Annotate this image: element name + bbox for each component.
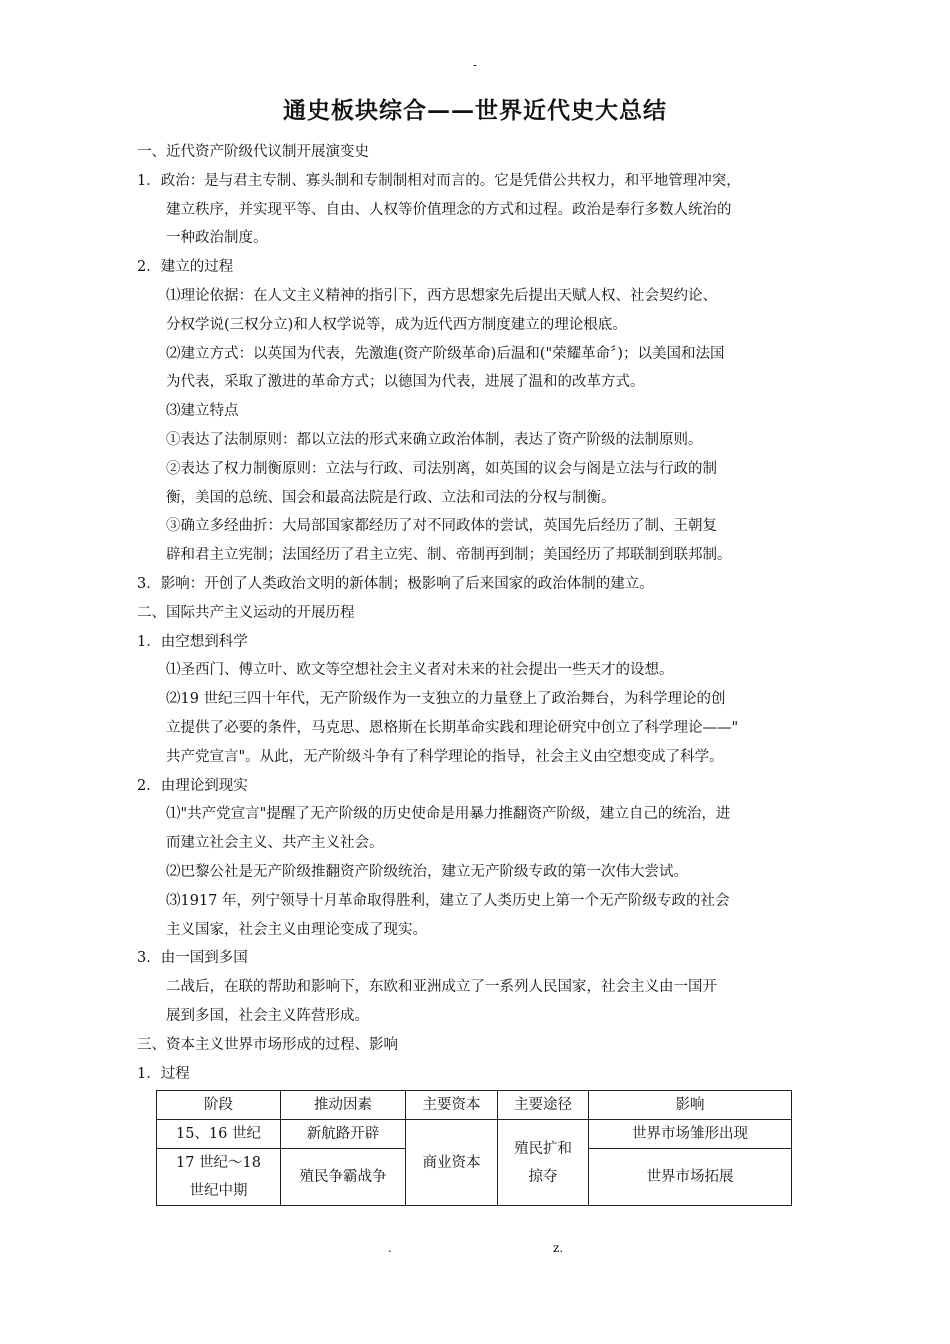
text-line: ⑶建立特点: [166, 403, 239, 420]
text-line: 1．由空想到科学: [137, 633, 248, 650]
text-line: 1．政治：是与君主专制、寡头制和专制制相对而言的。它是凭借公共权力，和平地管理冲突，: [137, 172, 741, 189]
text-line: 2．由理论到现实: [137, 777, 248, 794]
stage-cell: 17 世纪～18 世纪中期: [157, 1149, 281, 1206]
text-line: 3．由一国到多国: [137, 950, 248, 967]
text-line: ⑴圣西门、傅立叶、欧文等空想社会主义者对未来的社会提出一些天才的设想。: [166, 662, 674, 679]
market-stage-table: [156, 1090, 792, 1206]
table-header-cell: 主要途径: [498, 1091, 589, 1120]
text-line: 1．过程: [137, 1065, 190, 1082]
footer-right-mark: z.: [553, 1241, 564, 1255]
capital-cell: 商业资本: [406, 1120, 498, 1206]
text-line: ③确立多经曲折：大局部国家都经历了对不同政体的尝试，英国先后经历了制、王朝复: [166, 518, 717, 535]
text-line: 分权学说(三权分立)和人权学说等，成为近代西方制度建立的理论根底。: [166, 316, 627, 333]
table-header-cell: 影响: [589, 1091, 792, 1120]
table-header-cell: 主要资本: [406, 1091, 498, 1120]
text-line: 建立秩序，并实现平等、自由、人权等价值理念的方式和过程。政治是奉行多数人统治的: [166, 201, 732, 218]
text-line: ②表达了权力制衡原则：立法与行政、司法别离，如英国的议会与阁是立法与行政的制: [166, 460, 717, 477]
text-line: 2．建立的过程: [137, 259, 234, 276]
text-line: 辟和君主立宪制；法国经历了君主立宪、制、帝制再到制；美国经历了邦联制到联邦制。: [166, 547, 732, 564]
page-title: 通史板块综合——世界近代史大总结: [283, 97, 667, 124]
header-mark: -: [472, 58, 478, 72]
text-line: 主义国家，社会主义由理论变成了现实。: [166, 921, 427, 938]
text-line: ①表达了法制原则：都以立法的形式来确立政治体制，表达了资产阶级的法制原则。: [166, 431, 703, 448]
text-line: 一、近代资产阶级代议制开展演变史: [137, 144, 369, 160]
text-line: ⑵巴黎公社是无产阶级推翻资产阶级统治，建立无产阶级专政的第一次伟大尝试。: [166, 863, 688, 880]
impact-cell: 世界市场拓展: [589, 1149, 792, 1206]
impact-cell: 世界市场雏形出现: [589, 1120, 792, 1149]
text-line: 一种政治制度。: [166, 230, 268, 247]
text-lines: [137, 138, 827, 1088]
table-header-row: [157, 1091, 792, 1120]
driver-cell: 殖民争霸战争: [281, 1149, 406, 1206]
text-line: ⑴"共产党宣言"提醒了无产阶级的历史使命是用暴力推翻资产阶级，建立自己的统治，进: [166, 806, 731, 823]
text-line: 3．影响：开创了人类政治文明的新体制；极影响了后来国家的政治体制的建立。: [137, 575, 654, 592]
table-header-cell: 推动因素: [281, 1091, 406, 1120]
text-line: 共产党宣言"。从此，无产阶级斗争有了科学理论的指导，社会主义由空想变成了科学。: [166, 748, 724, 765]
driver-cell: 新航路开辟: [281, 1120, 406, 1149]
route-cell: 殖民扩和掠夺: [498, 1120, 589, 1206]
text-line: 衡，美国的总统、国会和最高法院是行政、立法和司法的分权与制衡。: [166, 489, 616, 506]
stage-cell: 15、16 世纪: [157, 1120, 281, 1149]
table-row: [157, 1120, 792, 1149]
text-line: 三、资本主义世界市场形成的过程、影响: [137, 1036, 398, 1053]
text-line: ⑵19 世纪三四十年代，无产阶级作为一支独立的力量登上了政治舞台，为科学理论的创: [166, 691, 726, 708]
table-header-cell: 阶段: [157, 1091, 281, 1120]
text-line: ⑶1917 年，列宁领导十月革命取得胜利，建立了人类历史上第一个无产阶级专政的社会: [166, 892, 730, 909]
text-line: ⑵建立方式：以英国为代表，先激進(资产阶级革命)后温和("荣耀革命〞)；以美国和法国: [166, 345, 725, 362]
text-line: 而建立社会主义、共产主义社会。: [166, 835, 384, 852]
text-line: 二、国际共产主义运动的开展历程: [137, 604, 355, 621]
text-line: ⑴理论依据：在人文主义精神的指引下，西方思想家先后提出天赋人权、社会契约论、: [166, 287, 717, 304]
text-line: 立提供了必要的条件，马克思、恩格斯在长期革命实践和理论研究中创立了科学理论——": [166, 719, 739, 736]
text-line: 为代表，采取了激进的革命方式；以德国为代表，进展了温和的改革方式。: [166, 374, 645, 391]
text-line: 二战后，在联的帮助和影响下，东欧和亚洲成立了一系列人民国家，社会主义由一国开: [166, 979, 717, 996]
text-line: 展到多国，社会主义阵营形成。: [166, 1007, 369, 1024]
document-body: [137, 138, 827, 1206]
footer-left-mark: .: [388, 1241, 392, 1255]
